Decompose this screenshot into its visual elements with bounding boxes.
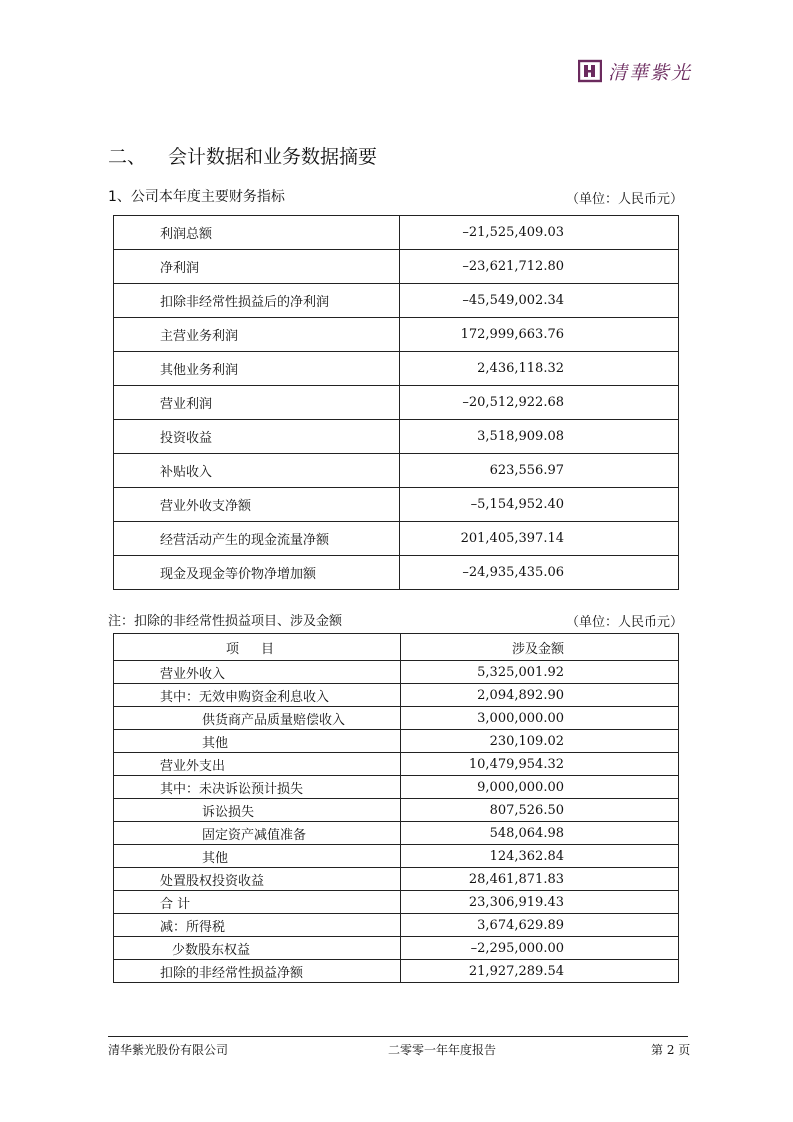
table-row: [114, 420, 679, 454]
row-label: 少数股东权益: [114, 937, 401, 960]
row-label: 供货商产品质量赔偿收入: [114, 707, 401, 730]
table-header-row: [114, 634, 679, 661]
row-label: 固定资产减值准备: [114, 822, 401, 845]
row-value: 230,109.02: [401, 730, 679, 753]
table-row: [114, 822, 679, 845]
row-value: 28,461,871.83: [401, 868, 679, 891]
table-row: [114, 914, 679, 937]
row-value: 3,674,629.89: [401, 914, 679, 937]
note-unit-label: （单位：人民币元）: [566, 615, 684, 630]
table-row: [114, 868, 679, 891]
row-value: 623,556.97: [400, 454, 679, 488]
footer-company: 清华紫光股份有限公司: [108, 1043, 229, 1057]
row-label: 合 计: [114, 891, 401, 914]
row-label: 补贴收入: [114, 454, 400, 488]
row-value: 172,999,663.76: [400, 318, 679, 352]
table-row: [114, 960, 679, 983]
tsinghua-logo-icon: [578, 59, 602, 83]
section-number: 二、: [108, 146, 147, 168]
row-label: 诉讼损失: [114, 799, 401, 822]
table-row: [114, 522, 679, 556]
table-row: [114, 661, 679, 684]
row-value: 2,094,892.90: [401, 684, 679, 707]
row-label: 营业外收入: [114, 661, 401, 684]
row-value: 124,362.84: [401, 845, 679, 868]
main-financial-table: [113, 215, 679, 590]
footer-report-title: 二零零一年年度报告: [388, 1043, 497, 1057]
table-row: [114, 488, 679, 522]
row-label: 其他业务利润: [114, 352, 400, 386]
row-value: –20,512,922.68: [400, 386, 679, 420]
row-value: –24,935,435.06: [400, 556, 679, 590]
footer-divider: [108, 1036, 688, 1037]
row-label: 扣除的非经常性损益净额: [114, 960, 401, 983]
table-row: [114, 454, 679, 488]
table-row: [114, 845, 679, 868]
row-label: 营业利润: [114, 386, 400, 420]
row-value: 807,526.50: [401, 799, 679, 822]
row-value: 2,436,118.32: [400, 352, 679, 386]
column-header-amount: 涉及金额: [401, 634, 679, 661]
table-row: [114, 707, 679, 730]
row-value: –45,549,002.34: [400, 284, 679, 318]
table-row: [114, 352, 679, 386]
row-label: 利润总额: [114, 216, 400, 250]
footer-page-number: 第 2 页: [651, 1043, 691, 1057]
table-row: [114, 318, 679, 352]
table-row: [114, 684, 679, 707]
row-label: 处置股权投资收益: [114, 868, 401, 891]
row-label: 其中：未决诉讼预计损失: [114, 776, 401, 799]
row-label: 现金及现金等价物净增加额: [114, 556, 400, 590]
company-logo: [578, 57, 692, 85]
unit-label: （单位：人民币元）: [566, 192, 684, 207]
row-value: –5,154,952.40: [400, 488, 679, 522]
table-row: [114, 250, 679, 284]
table-row: [114, 216, 679, 250]
row-label: 净利润: [114, 250, 400, 284]
row-label: 投资收益: [114, 420, 400, 454]
column-header-item: 项目: [114, 634, 401, 661]
table-row: [114, 556, 679, 590]
row-label: 减：所得税: [114, 914, 401, 937]
table-row: [114, 937, 679, 960]
row-value: 23,306,919.43: [401, 891, 679, 914]
table-row: [114, 386, 679, 420]
section-title: [108, 142, 377, 169]
row-value: 201,405,397.14: [400, 522, 679, 556]
row-value: –21,525,409.03: [400, 216, 679, 250]
row-value: –23,621,712.80: [400, 250, 679, 284]
row-label: 经营活动产生的现金流量净额: [114, 522, 400, 556]
row-label: 主营业务利润: [114, 318, 400, 352]
row-label: 营业外支出: [114, 753, 401, 776]
table-row: [114, 891, 679, 914]
row-value: 9,000,000.00: [401, 776, 679, 799]
row-label: 营业外收支净额: [114, 488, 400, 522]
table-row: [114, 799, 679, 822]
row-value: 5,325,001.92: [401, 661, 679, 684]
non-recurring-items-table: [113, 633, 679, 983]
table-row: [114, 284, 679, 318]
logo-text: 清華紫光: [608, 61, 693, 84]
row-value: 548,064.98: [401, 822, 679, 845]
row-value: –2,295,000.00: [401, 937, 679, 960]
section-title-text: 会计数据和业务数据摘要: [168, 146, 378, 168]
note-title: 注：扣除的非经常性损益项目、涉及金额: [108, 614, 343, 629]
table-row: [114, 730, 679, 753]
row-label: 其他: [114, 845, 401, 868]
table-row: [114, 753, 679, 776]
row-value: 3,000,000.00: [401, 707, 679, 730]
row-value: 3,518,909.08: [400, 420, 679, 454]
row-value: 10,479,954.32: [401, 753, 679, 776]
row-label: 其中：无效申购资金利息收入: [114, 684, 401, 707]
row-value: 21,927,289.54: [401, 960, 679, 983]
row-label: 扣除非经常性损益后的净利润: [114, 284, 400, 318]
table-row: [114, 776, 679, 799]
row-label: 其他: [114, 730, 401, 753]
subsection-title: 1、公司本年度主要财务指标: [108, 189, 285, 205]
